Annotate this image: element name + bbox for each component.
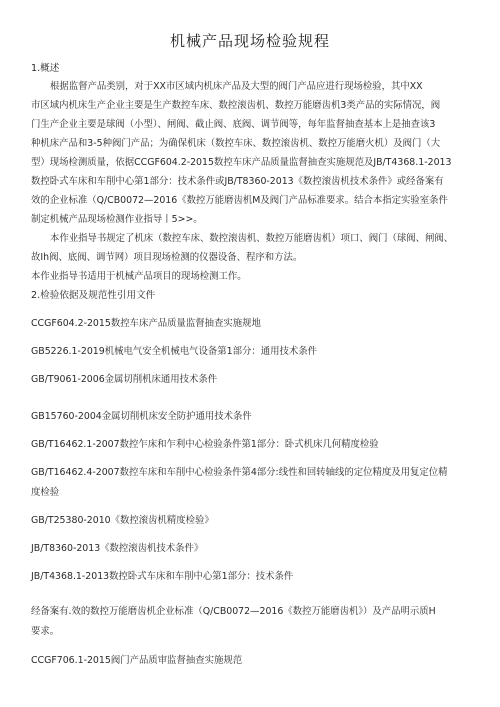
reference-item: JB/T4368.1-2013数控卧式车床和车削中心第1部分：技术条件 xyxy=(31,571,294,582)
reference-item: GB/T16462.4-2007数控车床和车削中心检验条件第4部分:线性和回转轴线的定位精度及用复定位精 xyxy=(31,467,448,478)
reference-item: 经备案有.效的数控万能磨齿机企业标准（Q/CB0072—2016《数控万能磨齿机》）及产品明示质H xyxy=(31,606,436,617)
paragraph-line: 制定机械产品现场检测作业指导丨5>>。 xyxy=(31,214,203,225)
paragraph-line: 门生产企业主要是球阀（小型）、闸阀、截止阀、底阀、调节阀等，每年监督抽查基本上是抽查该3 xyxy=(31,119,436,130)
section-heading-overview: 1.概述 xyxy=(31,63,60,74)
reference-item: CCGF604.2-2015数控车床产品质量监督抽查实施规地 xyxy=(31,318,261,329)
paragraph-line: 市区域内机床生产企业主要是生产数控车床、数控滚齿机、数控万能磨齿机3类产品的实际情况，阀 xyxy=(31,100,441,111)
document-title: 机械产品现场检验规程 xyxy=(169,32,330,50)
paragraph-line: 本作业指导书规定了机床（数控车床、数控滚齿机、数控万能磨齿机）项口、阀门（球阀、闸阀、 xyxy=(50,233,454,244)
reference-item: GB/T25380-2010《数控滚齿机精度检验》 xyxy=(31,515,214,526)
reference-item: GB5226.1-2019机械电气安全机械电气设备第1部分：通用技术条件 xyxy=(31,346,317,357)
paragraph-line: 故Ih阀、底阀、调节网）项目现场检测的仪器设备、程序和方法。 xyxy=(31,252,303,263)
paragraph-line: 本作业指导书适用于机械产品项目的现场检测工作。 xyxy=(31,271,247,282)
reference-item-continued: 要求。 xyxy=(31,626,60,637)
reference-item: CCGF706.1-2015阀门产品质审监督抽查实施规范 xyxy=(31,655,243,666)
paragraph-line: 效的企业标准（Q/CB0072—2016《数控万能磨齿机M及阀门产品标准要求。结合本指定实验室条件 xyxy=(31,195,448,206)
reference-item: GB/T16462.1-2007数控乍床和乍利中心检验条件第1部分：卧式机床几何精度检验 xyxy=(31,439,379,450)
paragraph-line: 型）现场检测质量，依据CCGF604.2-2015数控车床产品质量监督抽查实施规范及JB/T4368.1-2013 xyxy=(31,157,452,168)
reference-item-continued: 度检验 xyxy=(31,487,60,498)
reference-item: GB/T9061-2006金属切削机床通用技术条件 xyxy=(31,374,218,385)
reference-item: JB/T8360-2013《数控滚齿机技术条件》 xyxy=(31,543,204,554)
section-heading-references: 2.检验依据及规范性引用文件 xyxy=(31,290,156,301)
paragraph-line: 种机床产品和3-5种阀门产品；为确保机床（数控车床、数控滚齿机、数控万能磨火机）及阀门（大 xyxy=(31,138,441,149)
reference-item: GB15760-2004金属切削机床安全防护通用技术条件 xyxy=(31,411,252,422)
paragraph-line: 数控卧式车床和车削中心第1部分：技术条件或JB/T8360-2013《数控滚齿机技术条件》或经备案有 xyxy=(31,176,444,187)
paragraph-line: 根据监督产品类别，对于XX市区域内机床产品及大型的阀门产品应进行现场检验，其中XX xyxy=(50,81,423,92)
